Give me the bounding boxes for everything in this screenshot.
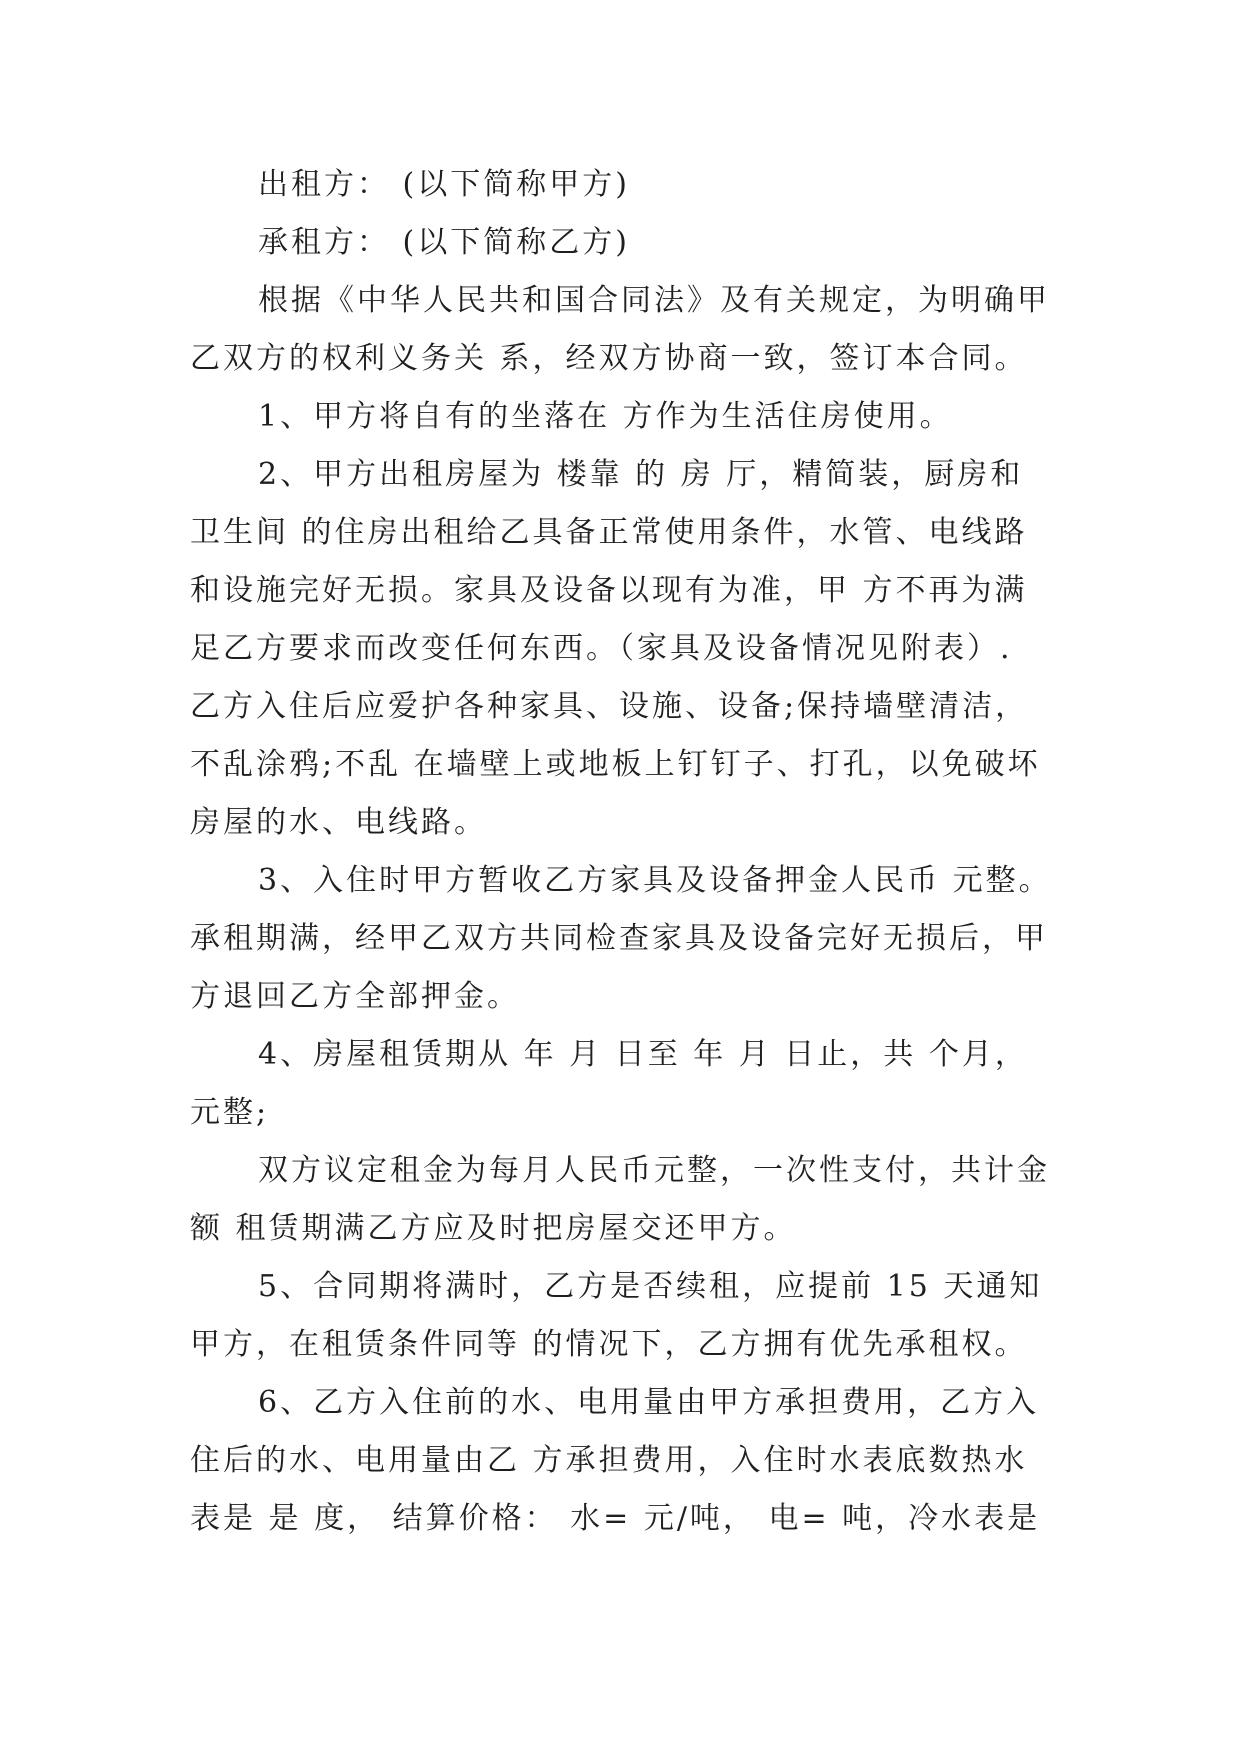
clause-6-line-1: 6、乙方入住前的水、电用量由甲方承担费用，乙方入 [258, 1385, 1040, 1420]
preamble-line-2: 乙双方的权利义务关 系，经双方协商一致，签订本合同。 [190, 341, 1028, 376]
rent-line-2: 额 租赁期满乙方应及时把房屋交还甲方。 [190, 1211, 797, 1246]
clause-2-line-7: 房屋的水、电线路。 [190, 805, 487, 840]
clause-4-line-2: 元整; [190, 1095, 270, 1130]
clause-2-line-2: 卫生间 的住房出租给乙具备正常使用条件，水管、电线路 [190, 515, 1028, 550]
clause-3-line-1: 3、入住时甲方暂收乙方家具及设备押金人民币 元整。 [258, 863, 1052, 898]
lessor-line: 出租方： (以下简称甲方) [258, 167, 630, 202]
clause-6-line-2: 住后的水、电用量由乙 方承担费用，入住时水表底数热水 [190, 1443, 1028, 1478]
clause-6-line-3: 表是 是 度， 结算价格： 水= 元/吨， 电= 吨，冷水表是 [190, 1501, 1041, 1536]
clause-1-line: 1、甲方将自有的坐落在 方作为生活住房使用。 [258, 399, 953, 434]
clause-3-line-3: 方退回乙方全部押金。 [190, 979, 520, 1014]
clause-4-line-1: 4、房屋租赁期从 年 月 日至 年 月 日止，共 个月， [258, 1037, 1028, 1072]
clause-2-line-3: 和设施完好无损。家具及设备以现有为准，甲 方不再为满 [190, 573, 1028, 608]
preamble-line-1: 根据《中华人民共和国合同法》及有关规定，为明确甲 [258, 283, 1050, 318]
clause-5-line-1: 5、合同期将满时，乙方是否续租，应提前 15 天通知 [258, 1269, 1043, 1304]
clause-2-line-5: 乙方入住后应爱护各种家具、设施、设备;保持墙壁清洁， [190, 689, 1029, 724]
clause-2-line-4: 足乙方要求而改变任何东西。（家具及设备情况见附表）. [190, 631, 1013, 666]
clause-5-line-2: 甲方，在租赁条件同等 的情况下，乙方拥有优先承租权。 [190, 1327, 1028, 1362]
clause-3-line-2: 承租期满，经甲乙双方共同检查家具及设备完好无损后，甲 [190, 921, 1048, 956]
rent-line-1: 双方议定租金为每月人民币元整，一次性支付，共计金 [258, 1153, 1050, 1188]
lessee-line: 承租方： (以下简称乙方) [258, 225, 630, 260]
contract-body [190, 156, 1050, 1548]
clause-2-line-6: 不乱涂鸦;不乱 在墙壁上或地板上钉钉子、打孔，以免破坏 [190, 747, 1041, 782]
clause-2-line-1: 2、甲方出租房屋为 楼靠 的 房 厅，精简装，厨房和 [258, 457, 1024, 492]
